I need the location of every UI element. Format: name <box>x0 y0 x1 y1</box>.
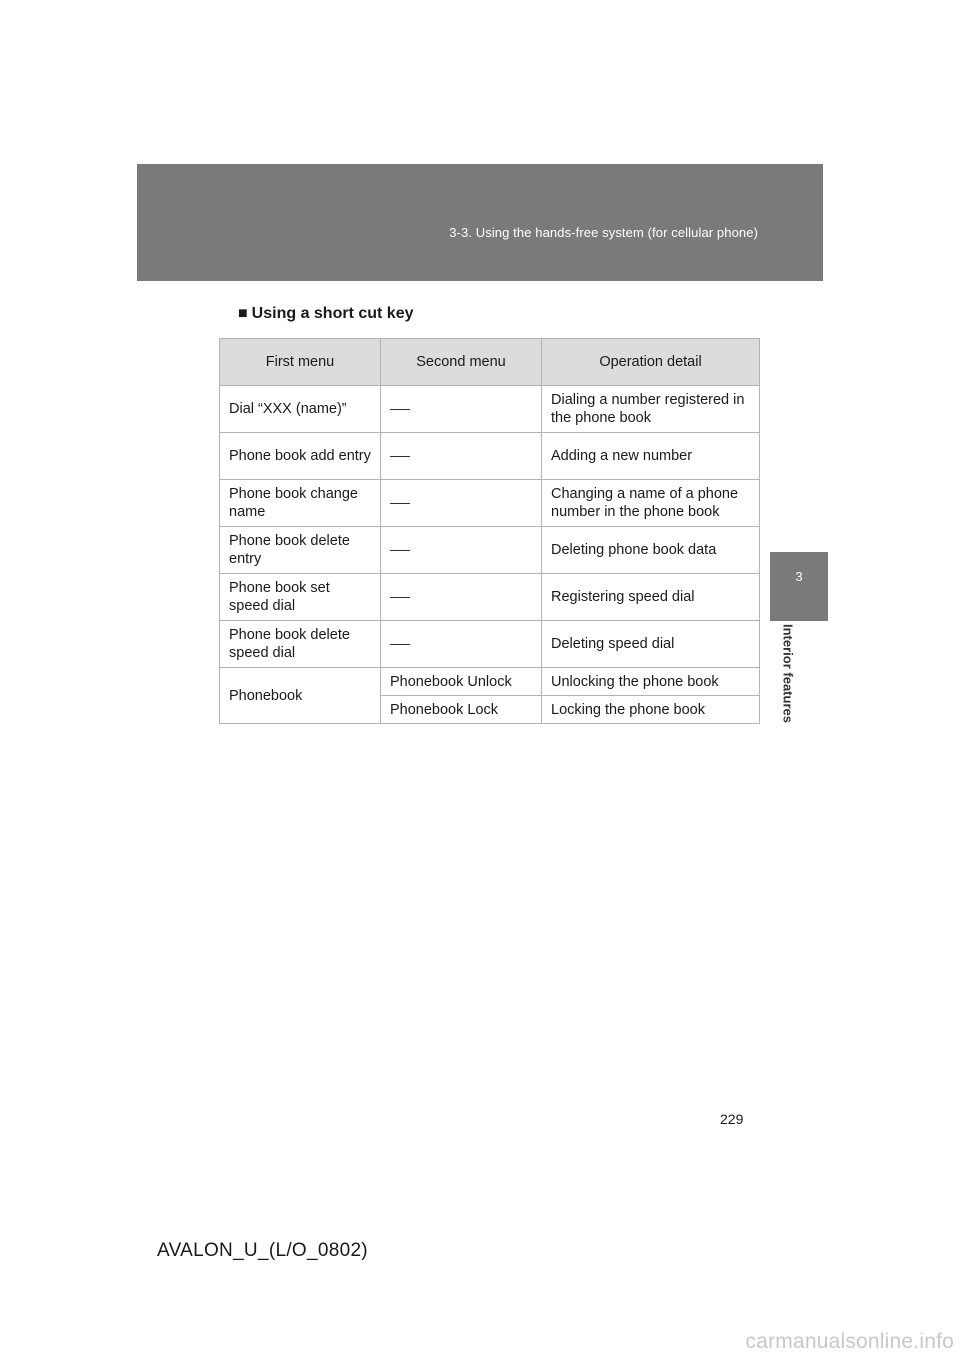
chapter-tab <box>770 552 828 621</box>
table-row <box>220 574 760 621</box>
operation-detail-cell: Changing a name of a phone number in the phone book <box>542 480 760 527</box>
header-band <box>137 164 823 281</box>
shortcut-menu-table <box>219 338 760 724</box>
square-bullet-icon: ■ <box>238 305 248 322</box>
second-menu-cell <box>381 386 542 433</box>
table-row <box>220 386 760 433</box>
section-title: 3-3. Using the hands-free system (for cellular phone) <box>449 225 758 240</box>
first-menu-cell: Phone book change name <box>220 480 381 527</box>
first-menu-cell: Phonebook <box>220 668 381 724</box>
watermark: carmanualsonline.info <box>745 1330 954 1353</box>
table-row <box>220 433 760 480</box>
chapter-number: 3 <box>795 569 803 584</box>
second-menu-cell: Phonebook Lock <box>381 696 542 724</box>
section-heading <box>238 305 414 323</box>
second-menu-cell <box>381 527 542 574</box>
header-first-menu: First menu <box>220 339 381 386</box>
second-menu-cell <box>381 574 542 621</box>
second-menu-cell: Phonebook Unlock <box>381 668 542 696</box>
second-menu-cell <box>381 433 542 480</box>
dash-icon <box>390 456 410 457</box>
dash-icon <box>390 550 410 551</box>
table-header-row <box>220 339 760 386</box>
table-row <box>220 527 760 574</box>
first-menu-cell: Phone book delete entry <box>220 527 381 574</box>
dash-icon <box>390 644 410 645</box>
page-number: 229 <box>720 1111 744 1127</box>
first-menu-cell: Phone book add entry <box>220 433 381 480</box>
table-row <box>220 668 760 696</box>
section-heading-text: Using a short cut key <box>251 305 414 322</box>
chapter-label <box>781 624 795 734</box>
operation-detail-cell: Unlocking the phone book <box>542 668 760 696</box>
dash-icon <box>390 503 410 504</box>
first-menu-cell: Phone book set speed dial <box>220 574 381 621</box>
header-second-menu: Second menu <box>381 339 542 386</box>
operation-detail-cell: Locking the phone book <box>542 696 760 724</box>
second-menu-cell <box>381 480 542 527</box>
operation-detail-cell: Deleting phone book data <box>542 527 760 574</box>
first-menu-cell: Dial “XXX (name)” <box>220 386 381 433</box>
dash-icon <box>390 409 410 410</box>
table-row <box>220 480 760 527</box>
dash-icon <box>390 597 410 598</box>
document-code: AVALON_U_(L/O_0802) <box>157 1240 368 1261</box>
table-row <box>220 621 760 668</box>
operation-detail-cell: Deleting speed dial <box>542 621 760 668</box>
operation-detail-cell: Registering speed dial <box>542 574 760 621</box>
operation-detail-cell: Dialing a number registered in the phone book <box>542 386 760 433</box>
header-operation-detail: Operation detail <box>542 339 760 386</box>
second-menu-cell <box>381 621 542 668</box>
chapter-label-text: Interior features <box>780 624 796 723</box>
first-menu-cell: Phone book delete speed dial <box>220 621 381 668</box>
operation-detail-cell: Adding a new number <box>542 433 760 480</box>
